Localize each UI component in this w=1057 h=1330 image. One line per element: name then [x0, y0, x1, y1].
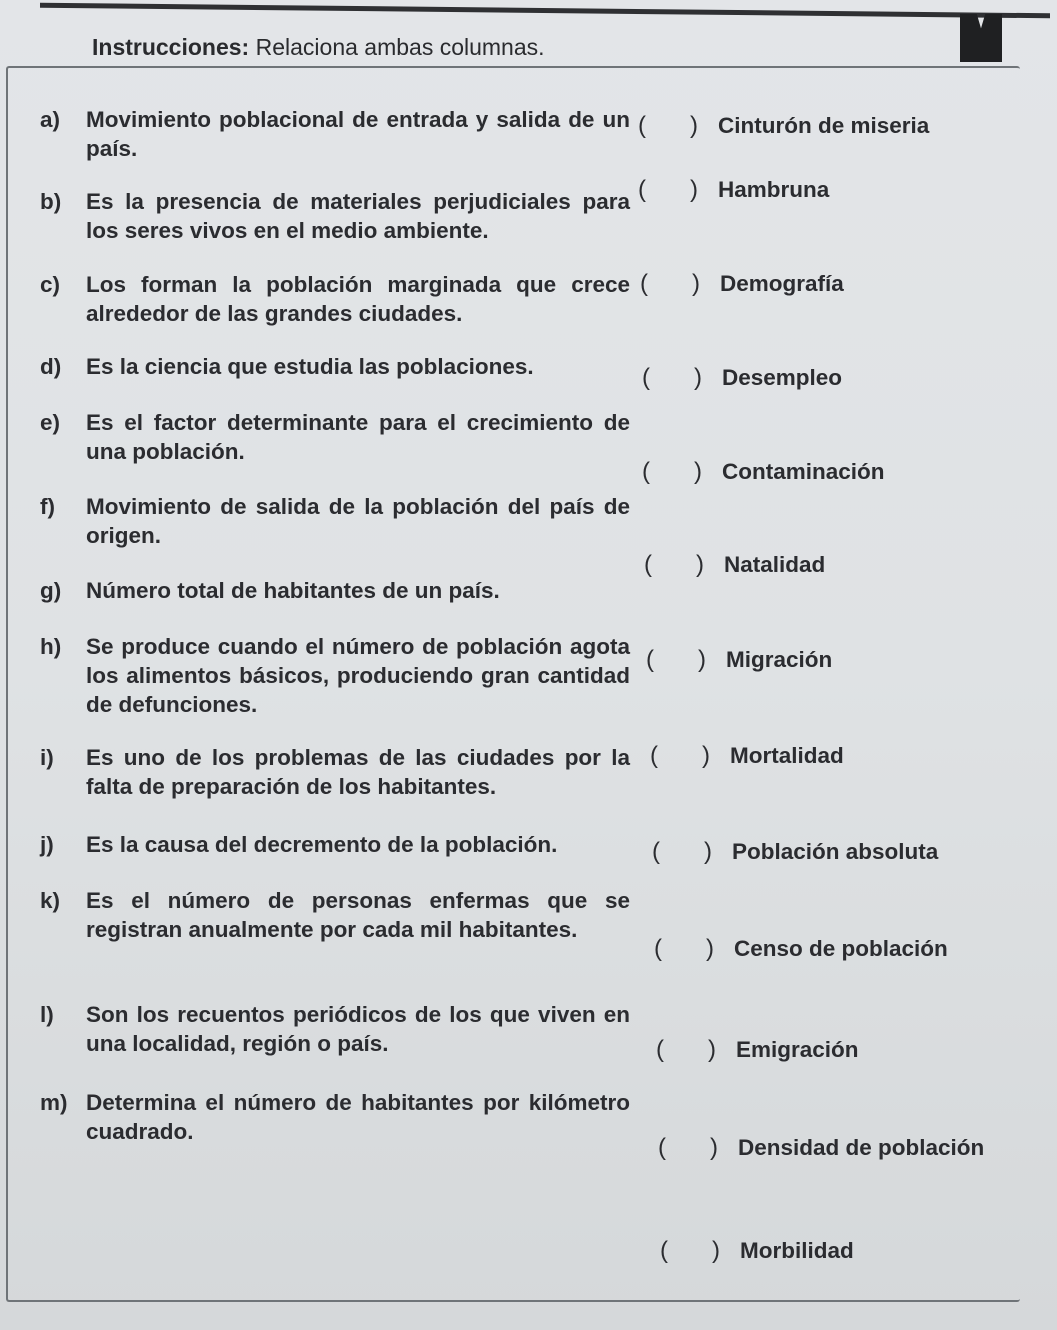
definition-letter: l) [40, 1002, 54, 1027]
definition-text: Son los recuentos periódicos de los que viven en una localidad, región o país. [86, 1002, 630, 1056]
definition-text: Determina el número de habitantes por kilómetro cuadrado. [86, 1090, 630, 1144]
corner-bookmark-icon [960, 14, 1002, 62]
answer-row [658, 1134, 984, 1162]
definition-text: Se produce cuando el número de población agota los alimentos básicos, produciendo gran cantidad de defunciones. [86, 634, 630, 717]
definition-letter: h) [40, 634, 62, 659]
top-rule [40, 3, 1050, 19]
definition-letter: f) [40, 494, 55, 519]
answer-term: Censo de población [734, 936, 948, 961]
definition-text: Número total de habitantes de un país. [86, 578, 500, 603]
answer-blank[interactable]: ( ) [652, 838, 712, 865]
definition-letter: d) [40, 354, 62, 379]
answer-term: Migración [726, 647, 833, 672]
definition-text: Es uno de los problemas de las ciudades por la falta de preparación de los habitantes. [86, 745, 630, 799]
definition-letter: k) [40, 888, 61, 913]
answer-row [644, 551, 825, 579]
answer-term: Desempleo [722, 365, 843, 390]
definition-e [40, 408, 630, 466]
answer-term: Hambruna [718, 177, 830, 202]
answer-term: Natalidad [724, 552, 826, 577]
definition-f [40, 492, 630, 550]
answer-row [640, 270, 844, 298]
answer-blank[interactable]: ( ) [654, 935, 714, 962]
answer-blank[interactable]: ( ) [638, 112, 698, 139]
definition-letter: j) [40, 832, 54, 857]
definition-j [40, 830, 630, 859]
definition-letter: m) [40, 1090, 68, 1115]
answer-row [638, 176, 829, 204]
definition-text: Es el número de personas enfermas que se registran anualmente por cada mil habitantes. [86, 888, 630, 942]
answer-row [650, 742, 844, 770]
definition-letter: g) [40, 578, 62, 603]
definition-d [40, 352, 630, 381]
definition-i [40, 743, 630, 801]
instructions-text: Relaciona ambas columnas. [249, 34, 545, 60]
definition-text: Los forman la población marginada que crece alrededor de las grandes ciudades. [86, 272, 630, 326]
answer-blank[interactable]: ( ) [638, 176, 698, 203]
answer-term: Contaminación [722, 459, 885, 484]
answer-term: Mortalidad [730, 743, 844, 768]
definition-text: Movimiento poblacional de entrada y salida de un país. [86, 107, 630, 161]
answer-row [642, 364, 842, 392]
definition-letter: a) [40, 107, 61, 132]
definition-letter: b) [40, 189, 62, 214]
answer-term: Densidad de población [738, 1135, 985, 1160]
answer-term: Emigración [736, 1037, 859, 1062]
answer-row [652, 838, 938, 866]
answer-row [642, 458, 885, 486]
answer-blank[interactable]: ( ) [642, 364, 702, 391]
instructions-label: Instrucciones: [92, 34, 250, 60]
definition-c [40, 270, 630, 328]
definition-m [40, 1088, 630, 1146]
definition-h [40, 632, 630, 719]
answer-blank[interactable]: ( ) [660, 1237, 720, 1264]
definition-k [40, 886, 630, 944]
answer-row [656, 1036, 859, 1064]
answer-term: Demografía [720, 271, 844, 296]
answer-blank[interactable]: ( ) [642, 458, 702, 485]
answer-term: Morbilidad [740, 1238, 854, 1263]
definition-text: Es el factor determinante para el crecimiento de una población. [86, 410, 630, 464]
definition-text: Es la presencia de materiales perjudiciales para los seres vivos en el medio ambiente. [86, 189, 630, 243]
definition-letter: c) [40, 272, 61, 297]
definition-text: Es la ciencia que estudia las poblaciones. [86, 354, 534, 379]
answer-row [646, 646, 832, 674]
answer-blank[interactable]: ( ) [646, 646, 706, 673]
definition-l [40, 1000, 630, 1058]
answer-blank[interactable]: ( ) [658, 1134, 718, 1161]
definition-a [40, 105, 630, 163]
definition-g [40, 576, 630, 605]
answer-term: Población absoluta [732, 839, 939, 864]
answer-blank[interactable]: ( ) [656, 1036, 716, 1063]
answer-row [654, 935, 948, 963]
definition-letter: i) [40, 745, 54, 770]
definition-b [40, 187, 630, 245]
definition-text: Movimiento de salida de la población del país de origen. [86, 494, 630, 548]
answer-blank[interactable]: ( ) [640, 270, 700, 297]
answer-blank[interactable]: ( ) [644, 551, 704, 578]
answer-term: Cinturón de miseria [718, 113, 930, 138]
answer-row [660, 1237, 854, 1265]
definition-text: Es la causa del decremento de la población. [86, 832, 558, 857]
answer-blank[interactable]: ( ) [650, 742, 710, 769]
definition-letter: e) [40, 410, 61, 435]
answer-row [638, 112, 929, 140]
instructions [92, 34, 545, 61]
